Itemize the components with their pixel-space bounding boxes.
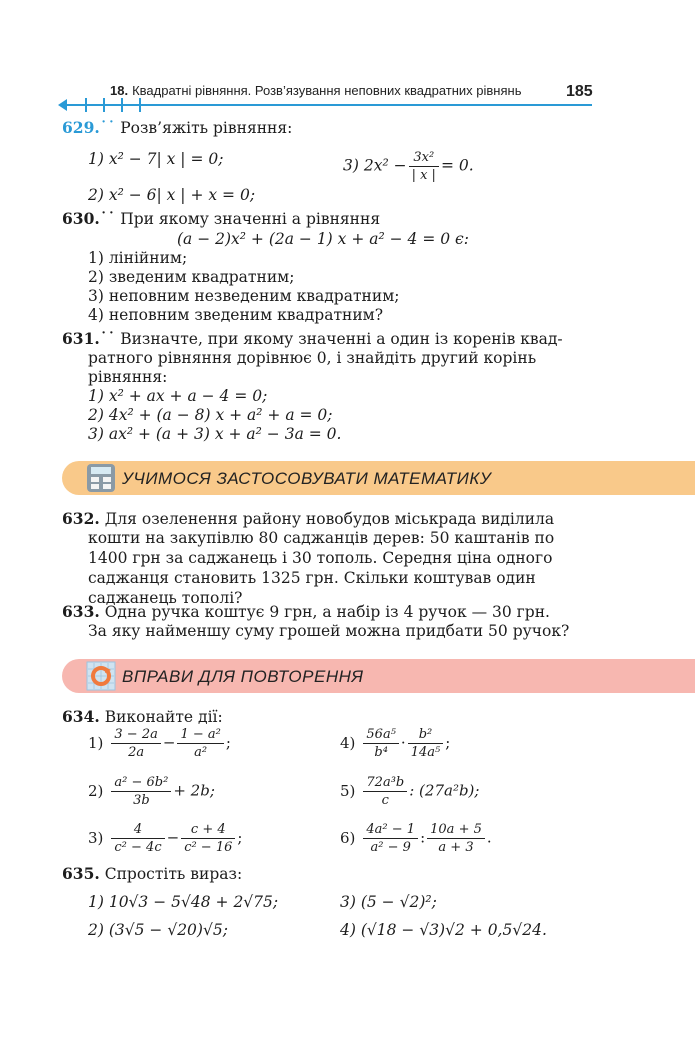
equation: 2) x² − 6| x | + x = 0;: [88, 186, 256, 204]
repeat-icon: [86, 661, 116, 691]
item-label: 5): [340, 781, 356, 800]
numerator: 4: [111, 822, 164, 839]
numerator: 10a + 5: [427, 822, 485, 839]
denominator: c² − 4c: [114, 840, 162, 855]
denominator: a²: [194, 745, 208, 760]
fraction: [111, 775, 171, 808]
expression-5: [340, 775, 479, 808]
rule-tick: [103, 98, 105, 112]
problem-631-heading: [62, 329, 563, 348]
fraction: [177, 727, 223, 760]
expression-6: [340, 822, 492, 855]
problem-number: 630.˙˙: [62, 209, 116, 228]
denominator: | x |: [411, 168, 436, 183]
numerator: c + 4: [181, 822, 235, 839]
problem-number: 631.˙˙: [62, 329, 116, 348]
item-label: 2): [88, 781, 104, 800]
banner-title: УЧИМОСЯ ЗАСТОСОВУВАТИ МАТЕМАТИКУ: [122, 469, 492, 488]
section-number: 18.: [110, 83, 129, 98]
problem-text: саджанця становить 1325 грн. Скільки коштував один: [88, 569, 536, 587]
item-label: 3): [88, 828, 104, 847]
equation: 2) 4x² + (a − 8) x + a² + a = 0;: [88, 406, 333, 424]
operator: ·: [400, 733, 406, 752]
problem-text: кошти на закупівлю 80 саджанців дерев: 50 каштанів по: [88, 529, 555, 547]
fraction: [363, 727, 399, 760]
problem-text: За яку найменшу суму грошей можна придбати 50 ручок?: [88, 622, 570, 640]
expression-2: [88, 775, 215, 808]
fraction: [427, 822, 485, 855]
problem-text: Одна ручка коштує 9 грн, а набір із 4 ручок — 30 грн.: [104, 603, 550, 621]
expression-rest: + 2b;: [173, 781, 215, 800]
numerator: 1 − a²: [177, 727, 223, 744]
page-number: 185: [566, 83, 593, 100]
expression: 2) (3√5 − √20)√5;: [88, 921, 228, 939]
equation: [343, 150, 474, 183]
numerator: 3x²: [409, 150, 439, 167]
denominator: a² − 9: [370, 840, 411, 855]
list-item: 2) зведеним квадратним;: [88, 268, 295, 286]
equation: 3) ax² + (a + 3) x + a² − 3a = 0.: [88, 425, 342, 443]
fraction: [363, 822, 418, 855]
denominator: a + 3: [438, 840, 474, 855]
numerator: 72a³b: [363, 775, 407, 792]
problem-635-heading: [62, 864, 242, 883]
problem-632-heading: [62, 509, 554, 528]
list-item: 1) лінійним;: [88, 249, 188, 267]
running-header: [110, 83, 521, 98]
equation: 1) x² − 7| x | = 0;: [88, 150, 224, 168]
problem-text: саджанець тополі?: [88, 589, 243, 607]
expression-4: [340, 727, 450, 760]
expression: 4) (√18 − √3)√2 + 0,5√24.: [340, 921, 547, 939]
rule-tick: [85, 98, 87, 112]
fraction: [408, 727, 444, 760]
denominator: c² − 16: [184, 840, 233, 855]
terminator: .: [486, 828, 492, 847]
numerator: 3 − 2a: [111, 727, 160, 744]
denominator: 14a⁵: [410, 745, 441, 760]
problem-629-heading: [62, 118, 292, 137]
problem-text: ратного рівняння дорівнює 0, і знайдіть другий корінь: [88, 349, 537, 367]
problem-634-heading: [62, 707, 223, 726]
equation-part: = 0.: [440, 156, 474, 175]
fraction: [181, 822, 235, 855]
problem-number: 633.: [62, 602, 100, 621]
problem-prompt: При якому значенні a рівняння: [120, 210, 381, 228]
problem-630-heading: [62, 209, 380, 228]
denominator: 2a: [128, 745, 145, 760]
problem-text: Визначте, при якому значенні a один із коренів квад-: [120, 330, 563, 348]
problem-number: 632.: [62, 509, 100, 528]
expression: 1) 10√3 − 5√48 + 2√75;: [88, 893, 279, 911]
equation: (a − 2)x² + (2a − 1) x + a² − 4 = 0 є:: [177, 230, 469, 248]
list-item: 3) неповним незведеним квадратним;: [88, 287, 400, 305]
expression-1: [88, 727, 231, 760]
equation: 1) x² + ax + a − 4 = 0;: [88, 387, 268, 405]
problem-633-heading: [62, 602, 550, 621]
terminator: ;: [445, 733, 451, 752]
denominator: b⁴: [374, 745, 388, 760]
problem-prompt: Спростіть вираз:: [104, 865, 243, 883]
list-item: 4) неповним зведеним квадратним?: [88, 306, 384, 324]
rule-arrow-icon: [58, 99, 67, 111]
expression-rest: : (27a²b);: [409, 781, 480, 800]
item-label: 4): [340, 733, 356, 752]
terminator: ;: [237, 828, 243, 847]
problem-text: Для озеленення району новобудов міськрада виділила: [104, 510, 555, 528]
numerator: a² − 6b²: [111, 775, 171, 792]
problem-number: 629.˙˙: [62, 118, 116, 137]
operator: :: [420, 828, 426, 847]
rule-tick: [121, 98, 123, 112]
item-label: 1): [88, 733, 104, 752]
section-title: Квадратні рівняння. Розв’язування неповних квадратних рівнянь: [132, 83, 522, 98]
numerator: 56a⁵: [363, 727, 399, 744]
numerator: b²: [408, 727, 444, 744]
calculator-icon: [86, 463, 116, 493]
denominator: 3b: [133, 793, 150, 808]
section-banner-applied-math: [62, 461, 695, 495]
equation-part: 3) 2x² −: [343, 156, 407, 175]
item-label: 6): [340, 828, 356, 847]
fraction: [363, 775, 407, 808]
section-banner-review: [62, 659, 695, 693]
rule-tick: [139, 98, 141, 112]
fraction: [409, 150, 439, 183]
operator: −: [162, 733, 176, 752]
operator: −: [166, 828, 180, 847]
terminator: ;: [225, 733, 231, 752]
fraction: [111, 822, 164, 855]
problem-prompt: Виконайте дії:: [104, 708, 223, 726]
fraction: [111, 727, 160, 760]
problem-prompt: Розв’яжіть рівняння:: [120, 119, 293, 137]
denominator: c: [381, 793, 389, 808]
expression-3: [88, 822, 242, 855]
problem-number: 634.: [62, 707, 100, 726]
problem-text: 1400 грн за саджанець і 30 тополь. Середня ціна одного: [88, 549, 553, 567]
problem-number: 635.: [62, 864, 100, 883]
expression: 3) (5 − √2)²;: [340, 893, 437, 911]
problem-text: рівняння:: [88, 368, 168, 386]
banner-title: ВПРАВИ ДЛЯ ПОВТОРЕННЯ: [122, 667, 364, 686]
numerator: 4a² − 1: [363, 822, 418, 839]
